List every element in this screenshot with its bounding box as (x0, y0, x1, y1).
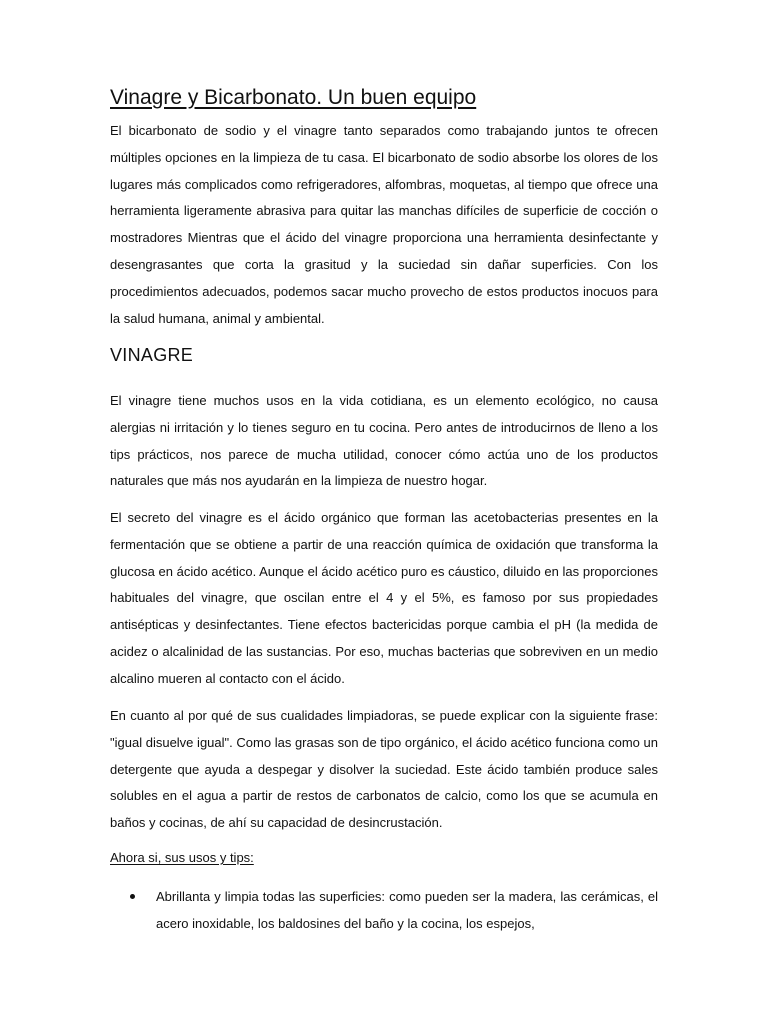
uses-subheading: Ahora si, sus usos y tips: (110, 850, 254, 865)
document-title: Vinagre y Bicarbonato. Un buen equipo (110, 86, 477, 109)
section-heading-vinagre: VINAGRE (110, 345, 194, 365)
uses-list (110, 883, 658, 937)
bullet-icon (130, 894, 135, 899)
list-item-text: Abrillanta y limpia todas las superficies: como pueden ser la madera, las cerámicas, el acero inoxidable, los baldosines del baño y la cocina, los espejos, (156, 889, 658, 931)
paragraph-vinagre-secret: El secreto del vinagre es el ácido orgánico que forman las acetobacterias presentes en la fermentación que se obtiene a partir de una reacción química de oxidación que transforma la glucosa en ácido acético. Aunque el ácido acético puro es cáustico, diluido en las proporciones habituales del vinagre, que oscilan entre el 4 y el 5%, es famoso por sus propiedades antisépticas y desinfectantes. Tiene efectos bactericidas porque cambia el pH (la medida de acidez o alcalinidad de las sustancias. Por eso, muchas bacterias que sobreviven en un medio alcalino mueren al contacto con el ácido. (110, 510, 658, 686)
paragraph-cleaning-qualities: En cuanto al por qué de sus cualidades limpiadoras, se puede explicar con la siguiente frase: "igual disuelve igual". Como las grasas son de tipo orgánico, el ácido acético funciona como un detergente que ayuda a despegar y disolver la suciedad. Este ácido también produce sales solubles en el agua a partir de restos de carbonatos de calcio, como los que se acumula en baños y cocinas, de ahí su capacidad de desincrustación. (110, 708, 658, 831)
intro-paragraph: El bicarbonato de sodio y el vinagre tanto separados como trabajando juntos te ofrecen múltiples opciones en la limpieza de tu casa. El bicarbonato de sodio absorbe los olores de los lugares más complicados como refrigeradores, alfombras, moquetas, al tiempo que ofrece una herramienta ligeramente abrasiva para quitar las manchas difíciles de superficie de cocción o mostradores Mientras que el ácido del vinagre proporciona una herramienta desinfectante y desengrasantes que corta la grasitud y la suciedad sin dañar superficies. Con los procedimientos adecuados, podemos sacar mucho provecho de estos productos inocuos para la salud humana, animal y ambiental. (110, 123, 658, 326)
list-item (110, 883, 658, 937)
paragraph-vinagre-uses: El vinagre tiene muchos usos en la vida cotidiana, es un elemento ecológico, no causa alergias ni irritación y lo tienes seguro en tu cocina. Pero antes de introducirnos de lleno a los tips prácticos, nos parece de mucha utilidad, conocer cómo actúa uno de los productos naturales que más nos ayudarán en la limpieza de nuestro hogar. (110, 393, 658, 489)
